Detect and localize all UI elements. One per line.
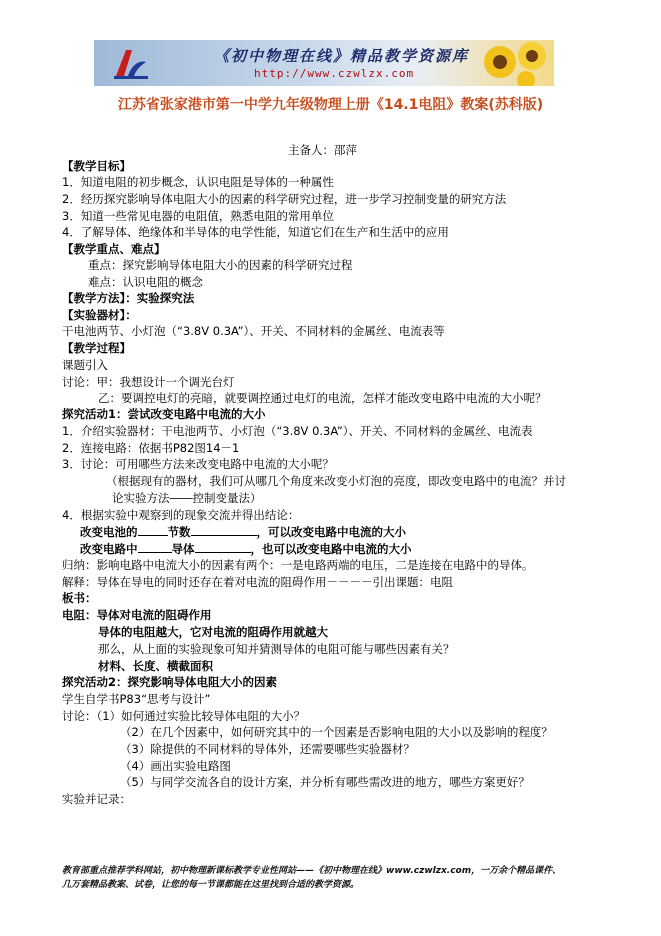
conclusion-answer: 导体 xyxy=(171,542,195,556)
discussion-item: （4）画出实验电路图 xyxy=(120,759,231,773)
text-line: 3．讨论：可用哪些方法来改变电路中电流的大小呢？ xyxy=(62,457,334,471)
conclusion-line xyxy=(80,523,406,540)
text-line: 讨论：甲：我想设计一个调光台灯 xyxy=(62,375,235,389)
banner-url[interactable]: http://www.czwlzx.com xyxy=(254,67,415,80)
objective-item: 4．了解导体、绝缘体和半导体的电学性能，知道它们在生产和生活中的应用 xyxy=(62,225,449,239)
text-line: 解释：导体在导电的同时还存在着对电流的阻碍作用－－－－引出课题：电阻 xyxy=(62,575,453,589)
discussion-item: （3）除提供的不同材料的导体外，还需要哪些实验器材？ xyxy=(120,742,415,756)
text-line: 归纳：影响电路中电流大小的因素有两个：一是电路两端的电压，二是连接在电路中的导体。 xyxy=(62,558,534,572)
text-line: 那么，从上面的实验现象可知并猜测导体的电阻可能与哪些因素有关？ xyxy=(98,642,455,656)
board-line: 导体的电阻越大，它对电流的阻碍作用就越大 xyxy=(98,625,328,639)
page-footer xyxy=(62,864,622,892)
text-line: 1．介绍实验器材：干电池两节、小灯泡（“3.8V 0.3A”）、开关、不同材料的金属丝、电流表 xyxy=(62,424,533,438)
activity-heading: 探究活动2：探究影响导体电阻大小的因素 xyxy=(62,675,277,689)
text-line: 学生自学书P83“思考与设计” xyxy=(62,692,211,706)
conclusion-text: 改变电路中 xyxy=(80,542,138,556)
header-banner xyxy=(94,40,554,86)
activity-heading: 探究活动1：尝试改变电路中电流的大小 xyxy=(62,407,266,421)
section-heading: 【实验器材】： xyxy=(62,308,137,322)
conclusion-line xyxy=(80,540,412,557)
text-line: 2．连接电路：依据书P82图14－1 xyxy=(62,441,240,455)
blank xyxy=(191,523,257,536)
conclusion-answer: 节数 xyxy=(167,525,191,539)
objective-item: 2．经历探究影响导体电阻大小的因素的科学研究过程，进一步学习控制变量的研究方法 xyxy=(62,192,507,206)
blank xyxy=(138,540,172,553)
discussion-item: （5）与同学交流各自的设计方案，并分析有哪些需改进的地方，哪些方案更好？ xyxy=(120,775,530,789)
equipment-list: 干电池两节、小灯泡（“3.8V 0.3A”）、开关、不同材料的金属丝、电流表等 xyxy=(62,324,445,338)
discussion-item: 讨论：（1）如何通过实验比较导体电阻的大小？ xyxy=(62,709,306,723)
difficult-point: 难点：认识电阻的概念 xyxy=(88,275,203,289)
banner-title: 《初中物理在线》精品教学资源库 xyxy=(214,47,470,65)
text-line: 实验并记录： xyxy=(62,792,131,806)
board-line: 电阻：导体对电流的阻碍作用 xyxy=(62,608,212,622)
blank xyxy=(195,540,251,553)
board-line: 材料、长度、横截面积 xyxy=(98,659,213,673)
text-line: 课题引入 xyxy=(62,358,108,372)
conclusion-text: 改变电池的 xyxy=(80,525,138,539)
footer-line: 教育部重点推荐学科网站，初中物理新课标教学专业性网站——《初中物理在线》www.czwlzx.com，一万余个精品课件、 xyxy=(62,866,562,876)
discussion-item: （2）在几个因素中，如何研究其中的一个因素是否影响电阻的大小以及影响的程度？ xyxy=(120,725,553,739)
conclusion-text: ，可以改变电路中电流的大小 xyxy=(256,525,406,539)
text-line: 4．根据实验中观察到的现象交流并得出结论： xyxy=(62,508,300,522)
sunflower-icon xyxy=(480,40,550,86)
text-line: 论实验方法――控制变量法） xyxy=(112,491,262,505)
objective-item: 3．知道一些常见电器的电阻值，熟悉电阻的常用单位 xyxy=(62,209,334,223)
conclusion-text: ，也可以改变电路中电流的大小 xyxy=(250,542,412,556)
site-logo-icon xyxy=(112,46,150,80)
objective-item: 1．知道电阻的初步概念，认识电阻是导体的一种属性 xyxy=(62,175,334,189)
section-heading: 【教学重点、难点】 xyxy=(62,242,166,256)
section-heading: 【教学过程】 xyxy=(62,341,131,355)
board-heading: 板书： xyxy=(62,591,97,605)
text-line: （根据现有的器材，我们可从哪几个角度来改变小灯泡的亮度，即改变电路中的电流？并讨 xyxy=(106,474,566,488)
key-point: 重点：探究影响导体电阻大小的因素的科学研究过程 xyxy=(88,258,353,272)
blank xyxy=(138,523,168,536)
document-title: 江苏省张家港市第一中学九年级物理上册《14.1电阻》教案(苏科版) xyxy=(117,97,544,113)
footer-line: 几万套精品教案、试卷，让您的每一节课都能在这里找到合适的教学资源。 xyxy=(62,880,360,890)
text-line: 乙：要调控电灯的亮暗，就要调控通过电灯的电流，怎样才能改变电路中电流的大小呢？ xyxy=(98,391,547,405)
section-heading: 【教学目标】 xyxy=(62,159,131,173)
section-heading: 【教学方法】：实验探究法 xyxy=(62,291,195,305)
author-line: 主备人：邵萍 xyxy=(288,143,357,157)
